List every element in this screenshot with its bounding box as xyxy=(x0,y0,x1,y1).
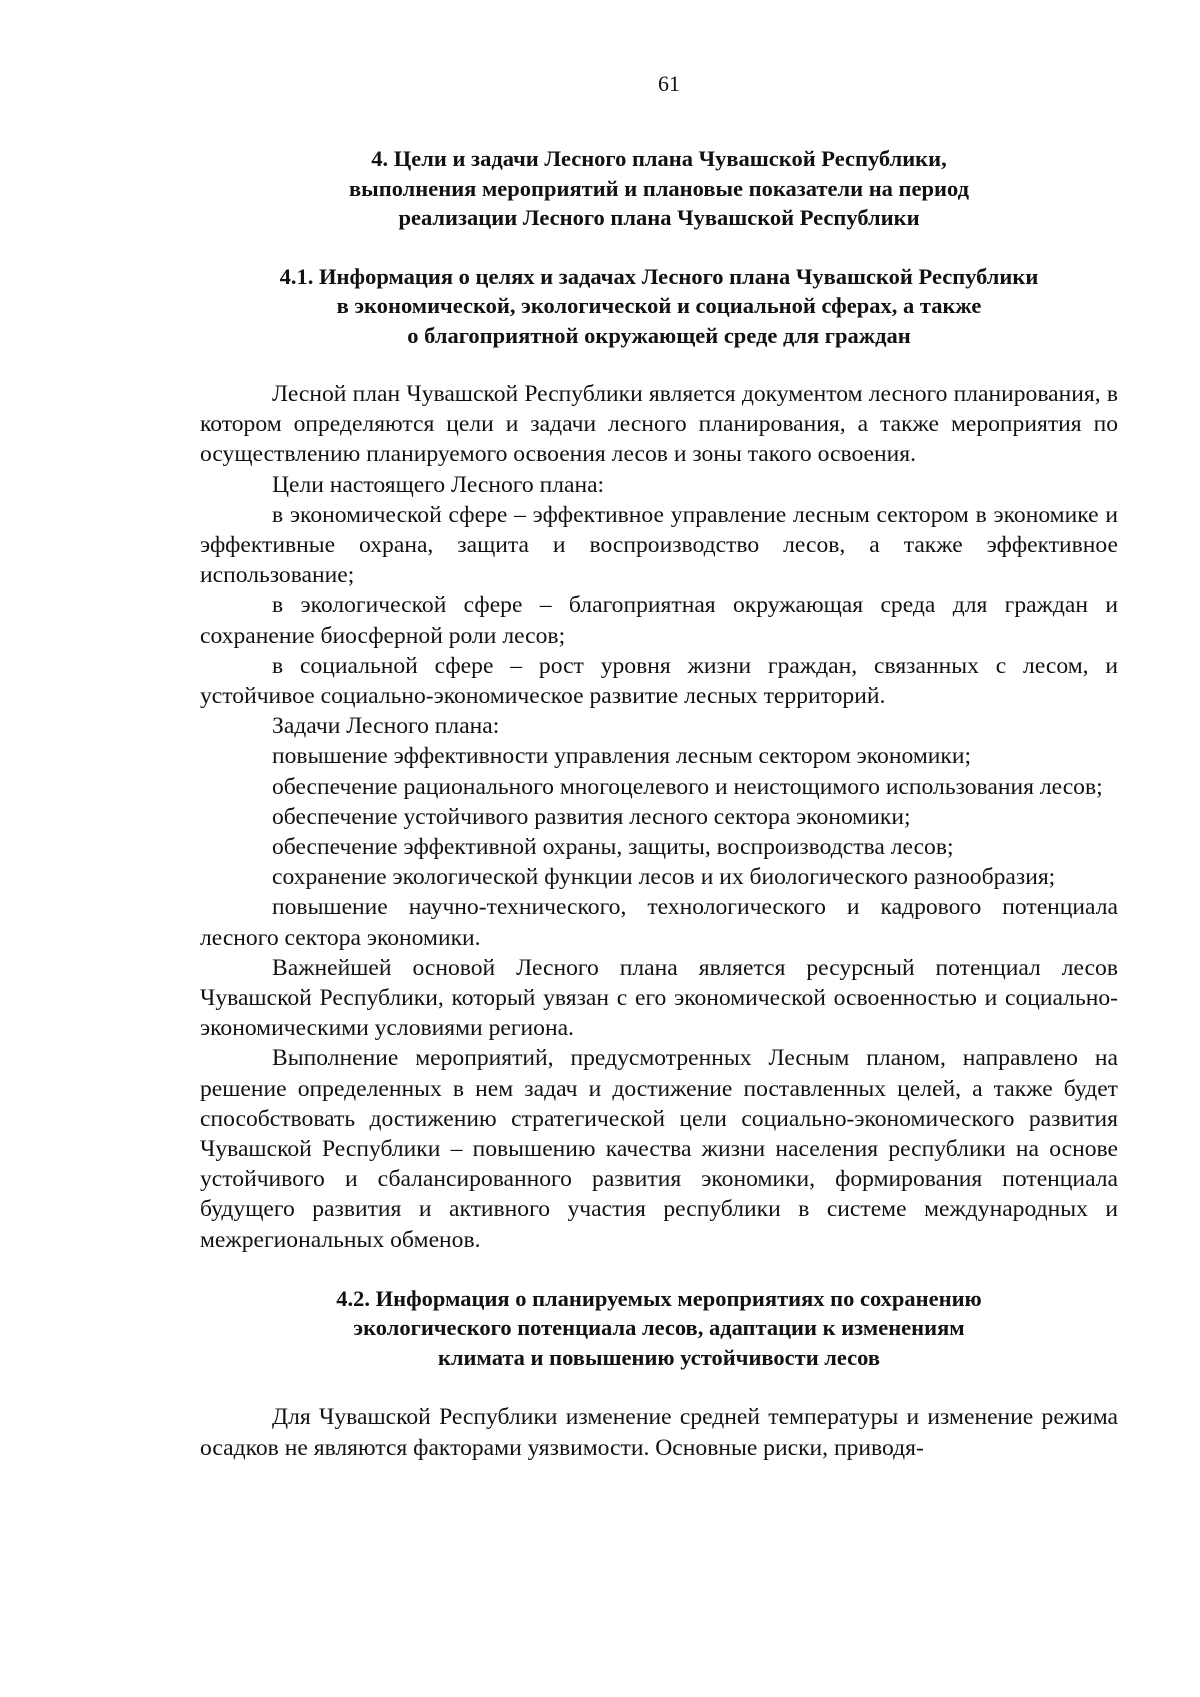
paragraph-goal-ecological: в экологической сфере – благоприятная окружающая среда для граждан и сохранение биосферной роли лесов; xyxy=(200,592,1118,649)
section-heading-line: реализации Лесного плана Чувашской Республики xyxy=(398,205,920,230)
paragraph-intro: Лесной план Чувашской Республики является документом лесного планирования, в котором определяются цели и задачи лесного планирования, а также мероприятия по осуществлению планируемого освоения лесов и зоны такого освоения. xyxy=(200,381,1118,468)
subsection-body-4-1 xyxy=(200,379,1118,1255)
page-number: 61 xyxy=(658,71,680,96)
paragraph-task: повышение эффективности управления лесным сектором экономики; xyxy=(272,743,972,770)
paragraph-goal-social: в социальной сфере – рост уровня жизни граждан, связанных с лесом, и устойчивое социально-экономическое развитие лесных территорий. xyxy=(200,652,1118,710)
paragraph-task: обеспечение устойчивого развития лесного сектора экономики; xyxy=(272,803,911,830)
paragraph-goals-heading: Цели настоящего Лесного плана: xyxy=(272,471,605,498)
subsection-heading-line: экологического потенциала лесов, адаптации к изменениям xyxy=(353,1315,965,1341)
paragraph-task: сохранение экологической функции лесов и их биологического разнообразия; xyxy=(272,864,1056,891)
paragraph-resource-potential: Важнейшей основой Лесного плана является ресурсный потенциал лесов Чувашской Республики, который увязан с его экономической освоенностью и социально-экономическими условиями региона. xyxy=(200,954,1118,1042)
subsection-heading-line: 4.2. Информация о планируемых мероприятиях по сохранению xyxy=(336,1285,982,1311)
paragraph-implementation: Выполнение мероприятий, предусмотренных Лесным планом, направлено на решение определенных в нем задач и достижение поставленных целей, а также будет способствовать достижению стратегической цели социально-экономического развития Чувашской Республики – повышению качества жизни населения республики на основе устойчивого и сбалансированного развития экономики, формирования потенциала будущего развития и активного участия республики в системе международных и межрегиональных обменов. xyxy=(200,1045,1118,1253)
section-heading-line: выполнения мероприятий и плановые показатели на период xyxy=(349,175,969,201)
paragraph-task: обеспечение эффективной охраны, защиты, воспроизводства лесов; xyxy=(272,834,954,861)
subsection-heading-line: климата и повышению устойчивости лесов xyxy=(437,1344,881,1370)
subsection-heading-line: 4.1. Информация о целях и задачах Лесного плана Чувашской Республики xyxy=(279,263,1039,289)
section-heading-line: 4. Цели и задачи Лесного плана Чувашской Республики, xyxy=(371,146,947,171)
document-page xyxy=(200,70,1118,1463)
paragraph-tasks-heading: Задачи Лесного плана: xyxy=(272,713,500,740)
subsection-heading-line: в экономической, экологической и социальной сферах, а также xyxy=(336,293,982,318)
paragraph-goal-economic: в экономической сфере – эффективное управление лесным сектором в экономике и эффективные охрана, защита и воспроизводство лесов, а также эффективное использование; xyxy=(200,501,1118,589)
subsection-heading-4-2 xyxy=(200,1284,1118,1373)
subsection-heading-line: о благоприятной окружающей среде для граждан xyxy=(407,322,911,348)
paragraph-task: обеспечение рационального многоцелевого и неистощимого использования лесов; xyxy=(272,773,1103,800)
paragraph-climate: Для Чувашской Республики изменение средней температуры и изменение режима осадков не являются факторами уязвимости. Основные риски, приводя- xyxy=(200,1404,1118,1461)
paragraph-task: повышение научно-технического, технологического и кадрового потенциала лесного сектора экономики. xyxy=(200,894,1118,951)
subsection-body-4-2 xyxy=(200,1402,1118,1462)
section-heading xyxy=(200,144,1118,233)
subsection-heading-4-1 xyxy=(200,262,1118,351)
